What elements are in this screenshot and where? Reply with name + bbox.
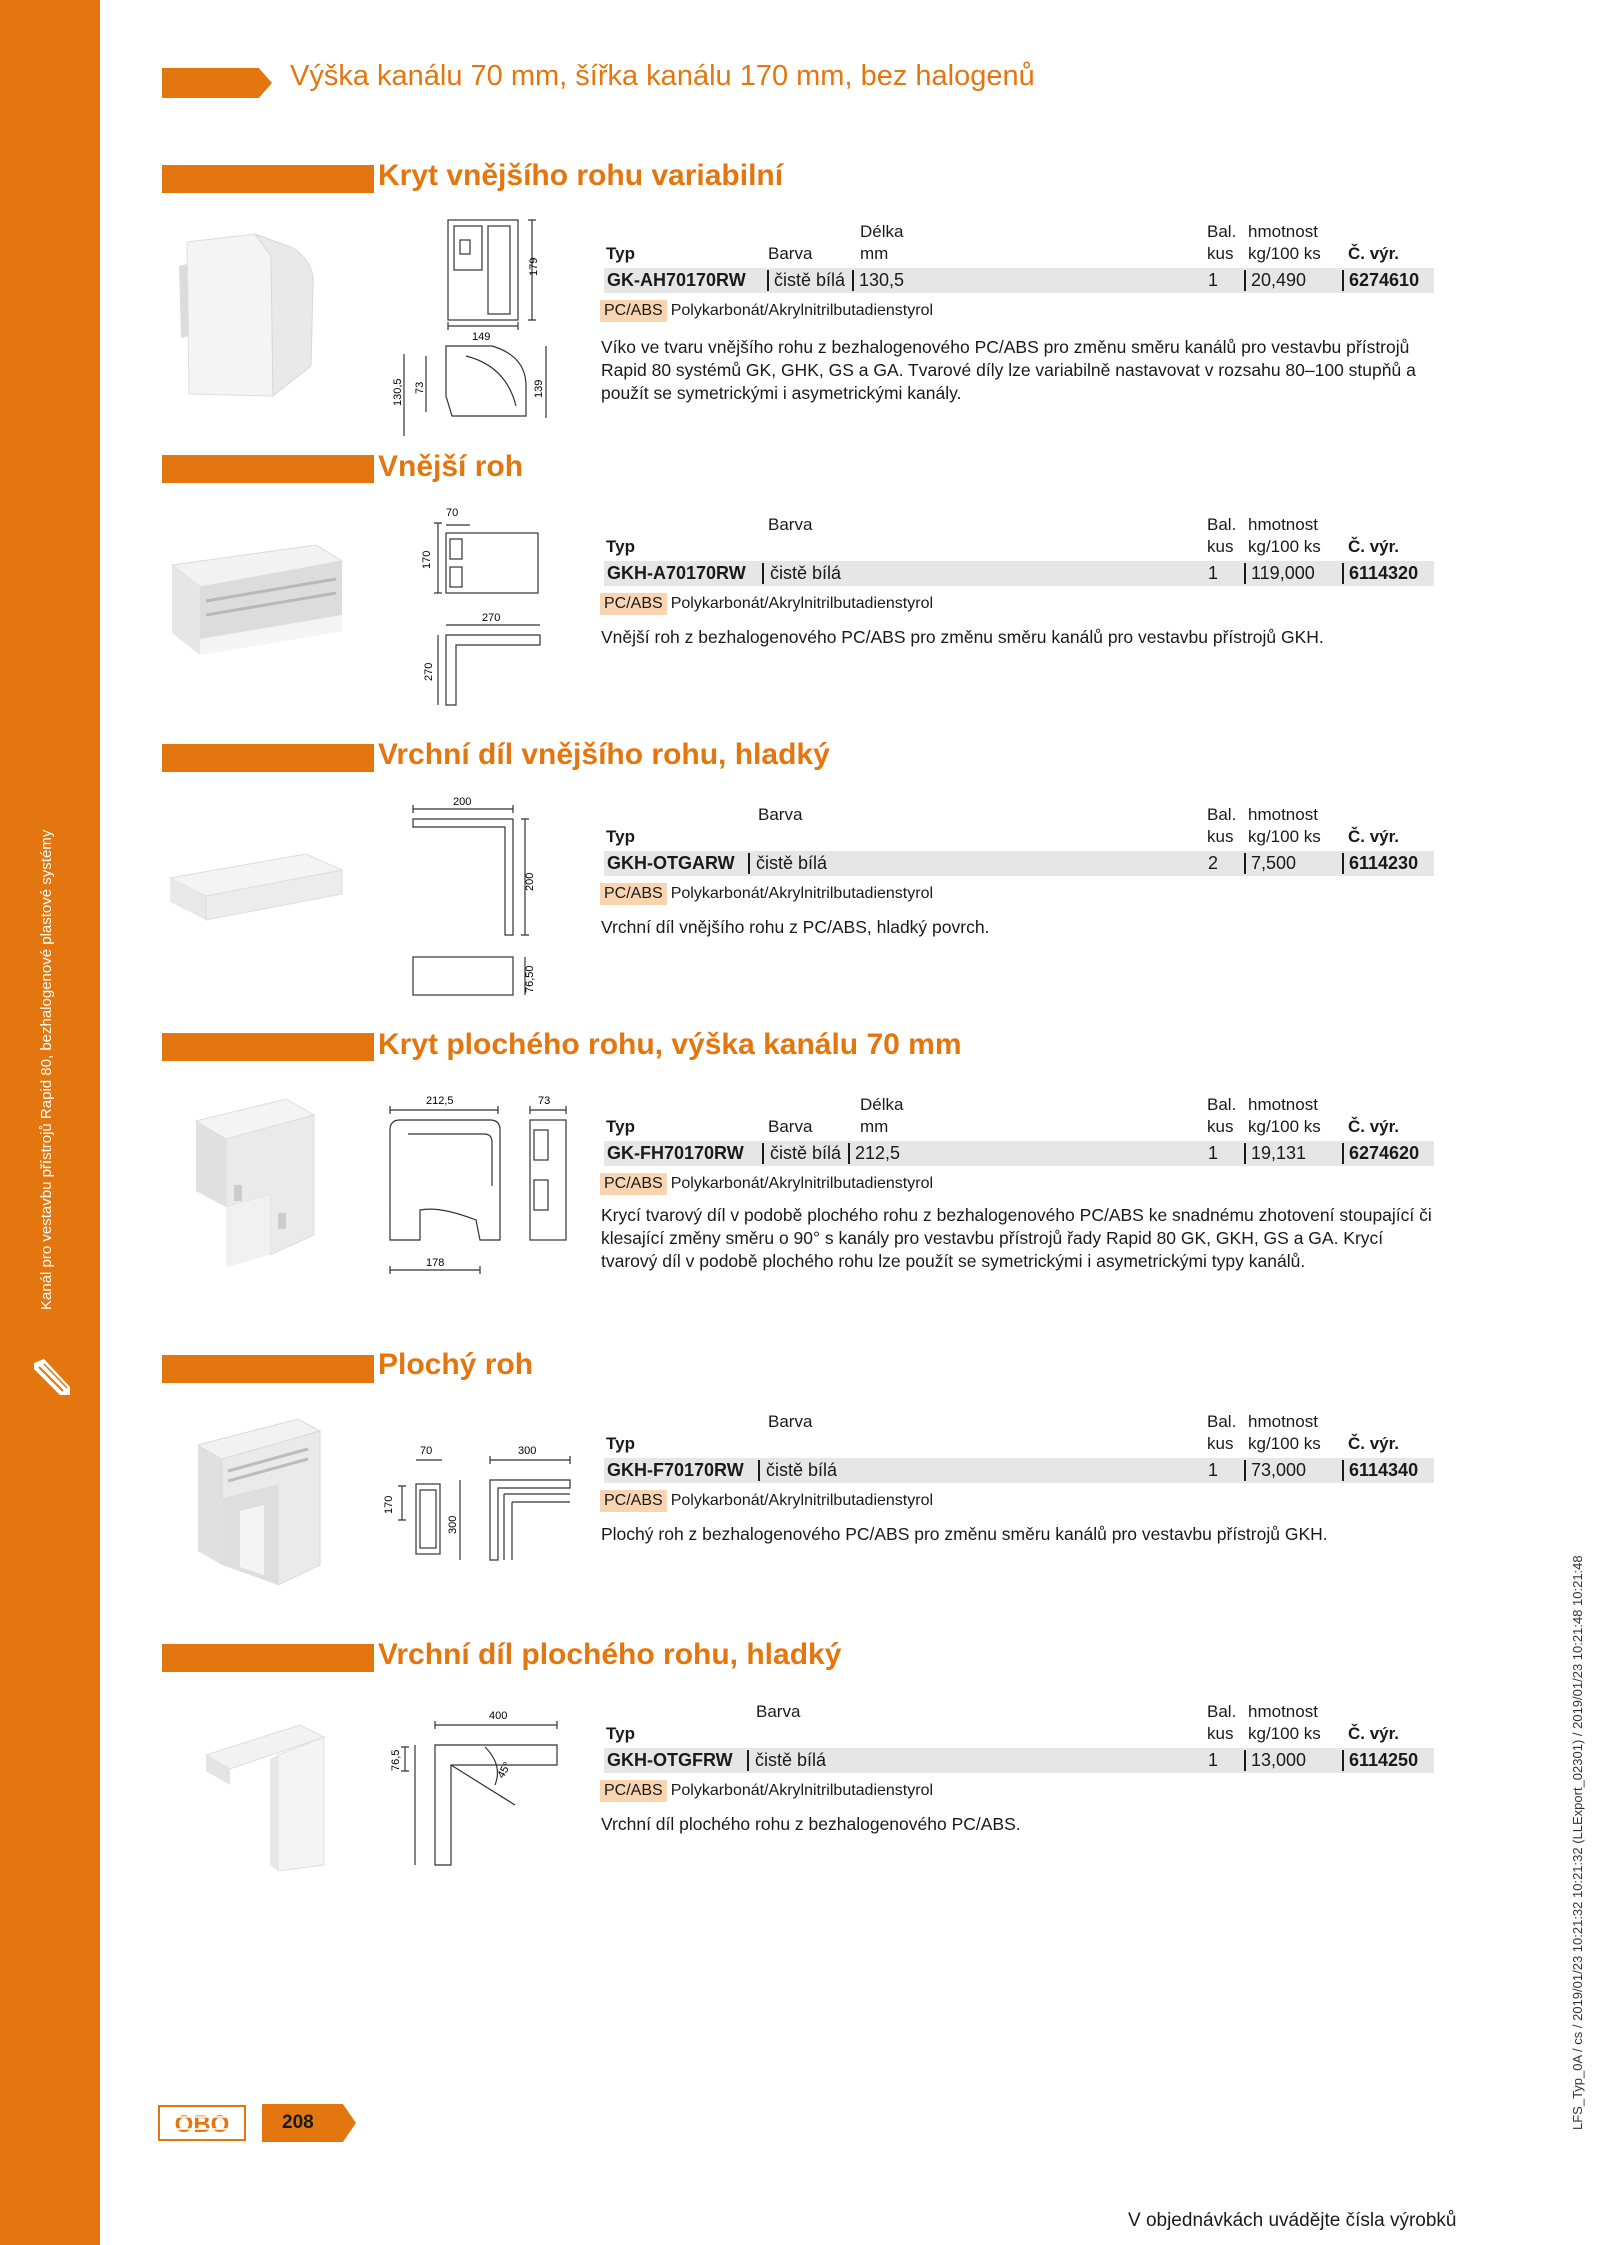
material-text: Polykarbonát/Akrylnitrilbutadienstyrol [670, 1782, 934, 1799]
column-header: Typ [606, 827, 635, 846]
dim-label: 170 [383, 1495, 395, 1514]
product-photo [186, 1095, 336, 1275]
description: Plochý roh z bezhalogenového PC/ABS pro změnu směru kanálů pro vestavbu přístrojů GKH. [601, 1524, 1328, 1544]
dim-label: 270 [423, 662, 435, 681]
material-line [600, 1173, 933, 1197]
separator [1342, 853, 1344, 874]
technical-drawing [378, 1440, 578, 1570]
material-text: Polykarbonát/Akrylnitrilbutadienstyrol [670, 1175, 934, 1192]
technical-drawing [410, 505, 550, 711]
dim-label: 76,50 [524, 965, 536, 993]
page-number: 208 [282, 2112, 314, 2133]
column-header: hmotnost [1248, 1095, 1318, 1114]
column-header: Bal. [1207, 515, 1237, 534]
article-cell: 6114230 [1349, 853, 1419, 873]
separator [758, 1460, 760, 1481]
column-header: Délka [860, 1095, 904, 1114]
section-title: Vrchní díl vnějšího rohu, hladký [378, 738, 830, 771]
material-badge: PC/ABS [600, 1173, 667, 1195]
dim-label: 73 [414, 381, 426, 394]
dim-label: 200 [524, 872, 536, 891]
material-line [600, 593, 933, 617]
material-text: Polykarbonát/Akrylnitrilbutadienstyrol [670, 1492, 934, 1509]
column-header: hmotnost [1248, 1412, 1318, 1431]
type-cell: GKH-F70170RW [607, 1460, 744, 1480]
type-cell: GK-FH70170RW [607, 1143, 744, 1163]
weight-cell: 119,000 [1251, 563, 1315, 583]
material-badge: PC/ABS [600, 883, 667, 905]
description: Vnější roh z bezhalogenového PC/ABS pro změnu směru kanálů pro vestavbu přístrojů GKH. [601, 627, 1324, 647]
column-header: kus [1207, 1434, 1234, 1453]
separator [852, 270, 854, 291]
section-bar [162, 744, 374, 772]
dim-label: 70 [446, 507, 459, 519]
column-header: Bal. [1207, 222, 1237, 241]
separator [848, 1143, 850, 1164]
separator [748, 853, 750, 874]
column-header: kg/100 ks [1248, 1117, 1321, 1136]
channel-icon [30, 1355, 74, 1399]
product-photo [166, 850, 346, 930]
separator [1244, 1143, 1246, 1164]
technical-drawing [392, 206, 566, 438]
qty-cell: 1 [1208, 1460, 1219, 1480]
section-bar [162, 1355, 374, 1383]
color-cell: čistě bílá [774, 270, 846, 290]
section-title: Vnější roh [378, 450, 524, 483]
table-row [604, 1748, 1434, 1773]
weight-cell: 13,000 [1251, 1750, 1307, 1770]
column-header: Bal. [1207, 1702, 1237, 1721]
dim-label: 139 [533, 379, 545, 398]
product-photo [175, 226, 325, 406]
description: Krycí tvarový díl v podobě plochého rohu z bezhalogenového PC/ABS ke snadnému zhotovení stoupající či klesající změny směru o 90° s kanály pro vestavbu přístrojů řady Rapid 80 GK, GKH, GS a GA. Krycí tvarový díl v podobě plochého rohu lze použít se symetrickými i asymetrickými typy kanálů. [601, 1205, 1432, 1271]
svg-text:OBO: OBO [174, 2111, 230, 2138]
separator [1342, 1750, 1344, 1771]
separator [1342, 1460, 1344, 1481]
column-header: Č. výr. [1348, 244, 1400, 263]
weight-cell: 7,500 [1251, 853, 1297, 873]
dim-label: 270 [482, 612, 501, 624]
column-header: Typ [606, 1724, 635, 1743]
description: Vrchní díl vnějšího rohu z PC/ABS, hladký povrch. [601, 917, 990, 937]
separator [1342, 563, 1344, 584]
product-photo [166, 535, 346, 685]
column-header: Č. výr. [1348, 537, 1400, 556]
qty-cell: 1 [1208, 1143, 1219, 1163]
column-header: kus [1207, 827, 1234, 846]
dim-label: 178 [426, 1257, 445, 1269]
material-text: Polykarbonát/Akrylnitrilbutadienstyrol [670, 595, 934, 612]
material-badge: PC/ABS [600, 300, 667, 322]
column-header: Typ [606, 537, 635, 556]
technical-drawing [380, 1090, 580, 1280]
section-title: Kryt plochého rohu, výška kanálu 70 mm [378, 1028, 962, 1061]
dim-label: 179 [528, 257, 540, 276]
material-badge: PC/ABS [600, 1780, 667, 1802]
article-cell: 6274620 [1349, 1143, 1420, 1163]
color-cell: čistě bílá [766, 1460, 838, 1480]
table-row [604, 1141, 1434, 1166]
dim-label: 300 [447, 1515, 459, 1534]
column-header: Č. výr. [1348, 1724, 1400, 1743]
section-title: Plochý roh [378, 1348, 534, 1381]
column-header: Bal. [1207, 1095, 1237, 1114]
technical-drawing [385, 1705, 565, 1875]
type-cell: GKH-A70170RW [607, 563, 746, 583]
separator [1244, 270, 1246, 291]
column-header: Barva [756, 1702, 801, 1721]
separator [747, 1750, 749, 1771]
separator [1244, 1750, 1246, 1771]
material-badge: PC/ABS [600, 593, 667, 615]
weight-cell: 19,131 [1251, 1143, 1307, 1163]
article-cell: 6114320 [1349, 563, 1419, 583]
length-cell: 130,5 [859, 270, 905, 290]
table-row [604, 561, 1434, 586]
column-header: mm [860, 1117, 889, 1136]
section-bar [162, 1644, 374, 1672]
product-photo [200, 1715, 330, 1875]
separator [1342, 1143, 1344, 1164]
separator [1244, 563, 1246, 584]
table-row [604, 851, 1434, 876]
material-text: Polykarbonát/Akrylnitrilbutadienstyrol [670, 885, 934, 902]
weight-cell: 20,490 [1251, 270, 1307, 290]
column-header: hmotnost [1248, 805, 1318, 824]
color-cell: čistě bílá [755, 1750, 827, 1770]
section-bar [162, 165, 374, 193]
product-photo [188, 1415, 328, 1595]
column-header: kg/100 ks [1248, 1724, 1321, 1743]
table-row [604, 268, 1434, 293]
section-title: Kryt vnějšího rohu variabilní [378, 159, 784, 192]
column-header: kg/100 ks [1248, 1434, 1321, 1453]
qty-cell: 1 [1208, 270, 1219, 290]
column-header: Č. výr. [1348, 1434, 1400, 1453]
section-bar [162, 1033, 374, 1061]
dim-label: 149 [472, 331, 491, 343]
technical-drawing [405, 795, 565, 1005]
column-header: mm [860, 244, 889, 263]
material-line [600, 300, 933, 324]
column-header: kus [1207, 1724, 1234, 1743]
dim-label: 200 [453, 796, 472, 808]
column-header: Bal. [1207, 805, 1237, 824]
dim-label: 73 [538, 1095, 551, 1107]
article-cell: 6114340 [1349, 1460, 1419, 1480]
column-header: Č. výr. [1348, 827, 1400, 846]
color-cell: čistě bílá [756, 853, 828, 873]
dim-label: 300 [518, 1445, 537, 1457]
column-header: Bal. [1207, 1412, 1237, 1431]
article-cell: 6274610 [1349, 270, 1420, 290]
table-row [604, 1458, 1434, 1483]
description: Vrchní díl plochého rohu z bezhalogenového PC/ABS. [601, 1814, 1021, 1834]
separator [1244, 853, 1246, 874]
material-badge: PC/ABS [600, 1490, 667, 1512]
dim-label: 70 [420, 1445, 433, 1457]
dim-label: 45° [495, 1760, 514, 1781]
column-header: hmotnost [1248, 1702, 1318, 1721]
color-cell: čistě bílá [770, 563, 842, 583]
section-bar [162, 455, 374, 483]
qty-cell: 1 [1208, 1750, 1219, 1770]
dim-label: 76,5 [390, 1749, 402, 1771]
description: Víko ve tvaru vnějšího rohu z bezhalogenového PC/ABS pro změnu směru kanálů pro vestavbu přístrojů Rapid 80 systémů GK, GHK, GS a GA. Tvarové díly lze variabilně nastavovat v rozsahu 80–100 stupňů a použít se symetrickými i asymetrickými kanály. [601, 337, 1416, 403]
column-header: Typ [606, 1117, 635, 1136]
column-header: Č. výr. [1348, 1117, 1400, 1136]
material-line [600, 883, 933, 907]
material-line [600, 1780, 933, 1804]
column-header: kus [1207, 537, 1234, 556]
color-cell: čistě bílá [770, 1143, 842, 1163]
separator [762, 1143, 764, 1164]
qty-cell: 1 [1208, 563, 1219, 583]
column-header: kus [1207, 244, 1234, 263]
column-header: kg/100 ks [1248, 537, 1321, 556]
separator [1244, 1460, 1246, 1481]
header-bar [162, 68, 272, 98]
page-title: Výška kanálu 70 mm, šířka kanálu 170 mm, bez halogenů [290, 60, 1035, 92]
column-header: Barva [768, 244, 813, 263]
column-header: Délka [860, 222, 904, 241]
column-header: kus [1207, 1117, 1234, 1136]
column-header: Barva [768, 1412, 813, 1431]
dim-label: 212,5 [426, 1095, 454, 1107]
separator [762, 563, 764, 584]
material-line [600, 1490, 933, 1514]
column-header: kg/100 ks [1248, 827, 1321, 846]
type-cell: GKH-OTGARW [607, 853, 735, 873]
dim-label: 170 [421, 550, 433, 569]
type-cell: GKH-OTGFRW [607, 1750, 733, 1770]
column-header: Typ [606, 244, 635, 263]
separator [1342, 270, 1344, 291]
separator [767, 270, 769, 291]
type-cell: GK-AH70170RW [607, 270, 746, 290]
article-cell: 6114250 [1349, 1750, 1419, 1770]
dim-label: 130,5 [392, 378, 404, 406]
qty-cell: 2 [1208, 853, 1219, 873]
obo-logo [158, 2105, 246, 2141]
column-header: hmotnost [1248, 222, 1318, 241]
column-header: hmotnost [1248, 515, 1318, 534]
column-header: kg/100 ks [1248, 244, 1321, 263]
footer-note: V objednávkách uvádějte čísla výrobků [1128, 2210, 1457, 2231]
length-cell: 212,5 [855, 1143, 901, 1163]
material-text: Polykarbonát/Akrylnitrilbutadienstyrol [670, 302, 934, 319]
column-header: Barva [768, 1117, 813, 1136]
column-header: Barva [758, 805, 803, 824]
section-title: Vrchní díl plochého rohu, hladký [378, 1638, 842, 1671]
dim-label: 400 [489, 1710, 508, 1722]
weight-cell: 73,000 [1251, 1460, 1307, 1480]
column-header: Barva [768, 515, 813, 534]
column-header: Typ [606, 1434, 635, 1453]
